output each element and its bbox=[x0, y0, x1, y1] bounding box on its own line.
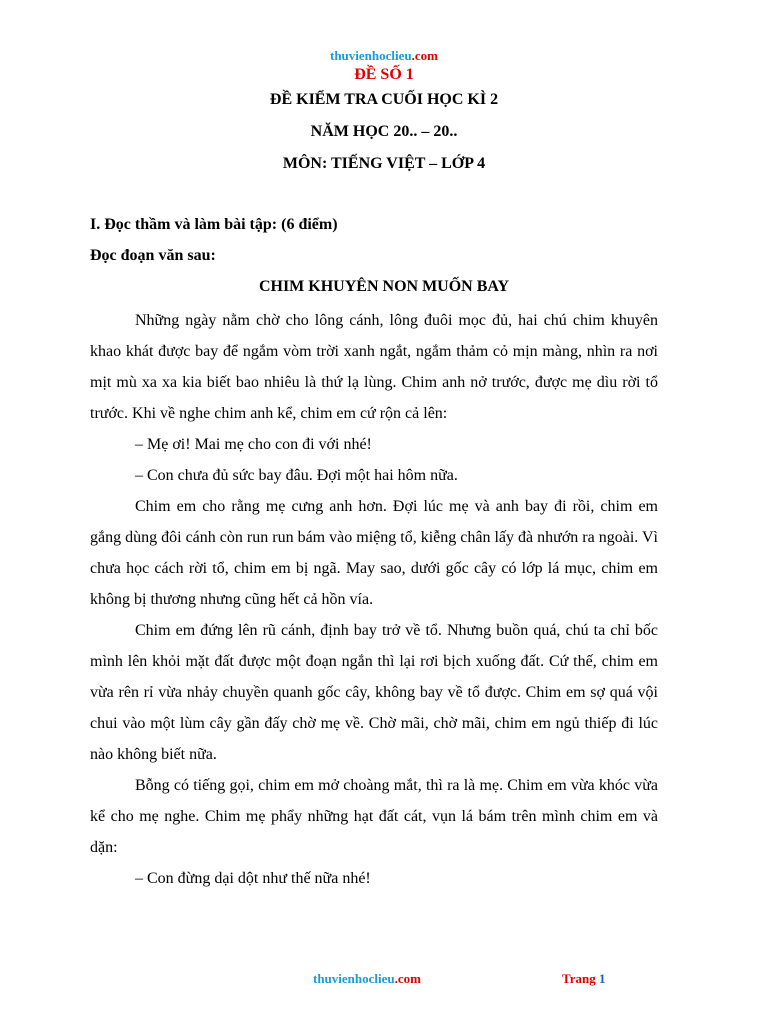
dialogue-line: – Mẹ ơi! Mai mẹ cho con đi với nhé! bbox=[135, 436, 372, 453]
subject-line: MÔN: TIẾNG VIỆT – LỚP 4 bbox=[282, 155, 486, 172]
story-paragraph: Bỗng có tiếng gọi, chim em mở choàng mắt, thì ra là mẹ. Chim em vừa khóc vừa kể cho mẹ nghe. Chim mẹ phẩy những hạt đất cát, vụn lá bám trên mình chim em và dặn: bbox=[90, 777, 658, 856]
story-body bbox=[90, 305, 658, 894]
section-instruction: Đọc đoạn văn sau: bbox=[90, 247, 216, 264]
story-paragraph: Những ngày nằm chờ cho lông cánh, lông đuôi mọc đủ, hai chú chim khuyên khao khát được bay để ngắm vòm trời xanh ngắt, ngắm thảm cỏ mịn màng, nhìn ra nơi mịt mù xa xa kia biết bao nhiêu là thứ lạ lùng. Chim anh nở trước, được mẹ dìu rời tổ trước. Khi về nghe chim anh kể, chim em cứ rộn cả lên: bbox=[90, 312, 658, 422]
exam-title: ĐỀ KIỂM TRA CUỐI HỌC KÌ 2 bbox=[269, 91, 499, 108]
section-heading: I. Đọc thầm và làm bài tập: (6 điểm) bbox=[90, 216, 338, 233]
site-name: thuvienhoclieu bbox=[330, 48, 412, 63]
story-paragraph: Chim em đứng lên rũ cánh, định bay trở về tổ. Nhưng buồn quá, chú ta chỉ bốc mình lên khỏi mặt đất được một đoạn ngắn thì lại rơi bịch xuống đất. Cứ thế, chim em vừa rên rỉ vừa nhảy chuyền quanh gốc cây, không bay về tổ được. Chim em sợ quá vội chui vào một lùm cây gần đấy chờ mẹ về. Chờ mãi, chờ mãi, chim em ngủ thiếp đi lúc nào không biết nữa. bbox=[90, 622, 658, 763]
page-label: Trang bbox=[562, 971, 596, 986]
footer-site-main: thuvienhoclieu bbox=[313, 971, 395, 986]
dialogue-line: – Con đừng dại dột như thế nữa nhé! bbox=[135, 870, 371, 887]
site-tld: .com bbox=[411, 48, 438, 63]
page-number bbox=[562, 970, 605, 988]
exam-number: ĐỀ SỐ 1 bbox=[354, 66, 414, 83]
footer-site-tld: .com bbox=[394, 971, 421, 986]
dialogue-line: – Con chưa đủ sức bay đâu. Đợi một hai hôm nữa. bbox=[135, 467, 458, 484]
page-footer bbox=[0, 970, 768, 990]
page-number-value: 1 bbox=[598, 971, 606, 986]
site-header bbox=[0, 47, 768, 65]
footer-site-name bbox=[313, 970, 421, 988]
story-paragraph: Chim em cho rằng mẹ cưng anh hơn. Đợi lúc mẹ và anh bay đi rồi, chim em gắng dùng đôi cánh còn run run bám vào miệng tổ, kiễng chân lấy đà nhướn ra ngoài. Vì chưa học cách rời tổ, chim em bị ngã. May sao, dưới gốc cây có lớp lá mục, chim em không bị thương nhưng cũng hết cả hồn vía. bbox=[90, 498, 658, 608]
school-year: NĂM HỌC 20.. – 20.. bbox=[310, 123, 458, 140]
story-title: CHIM KHUYÊN NON MUỐN BAY bbox=[258, 278, 510, 295]
